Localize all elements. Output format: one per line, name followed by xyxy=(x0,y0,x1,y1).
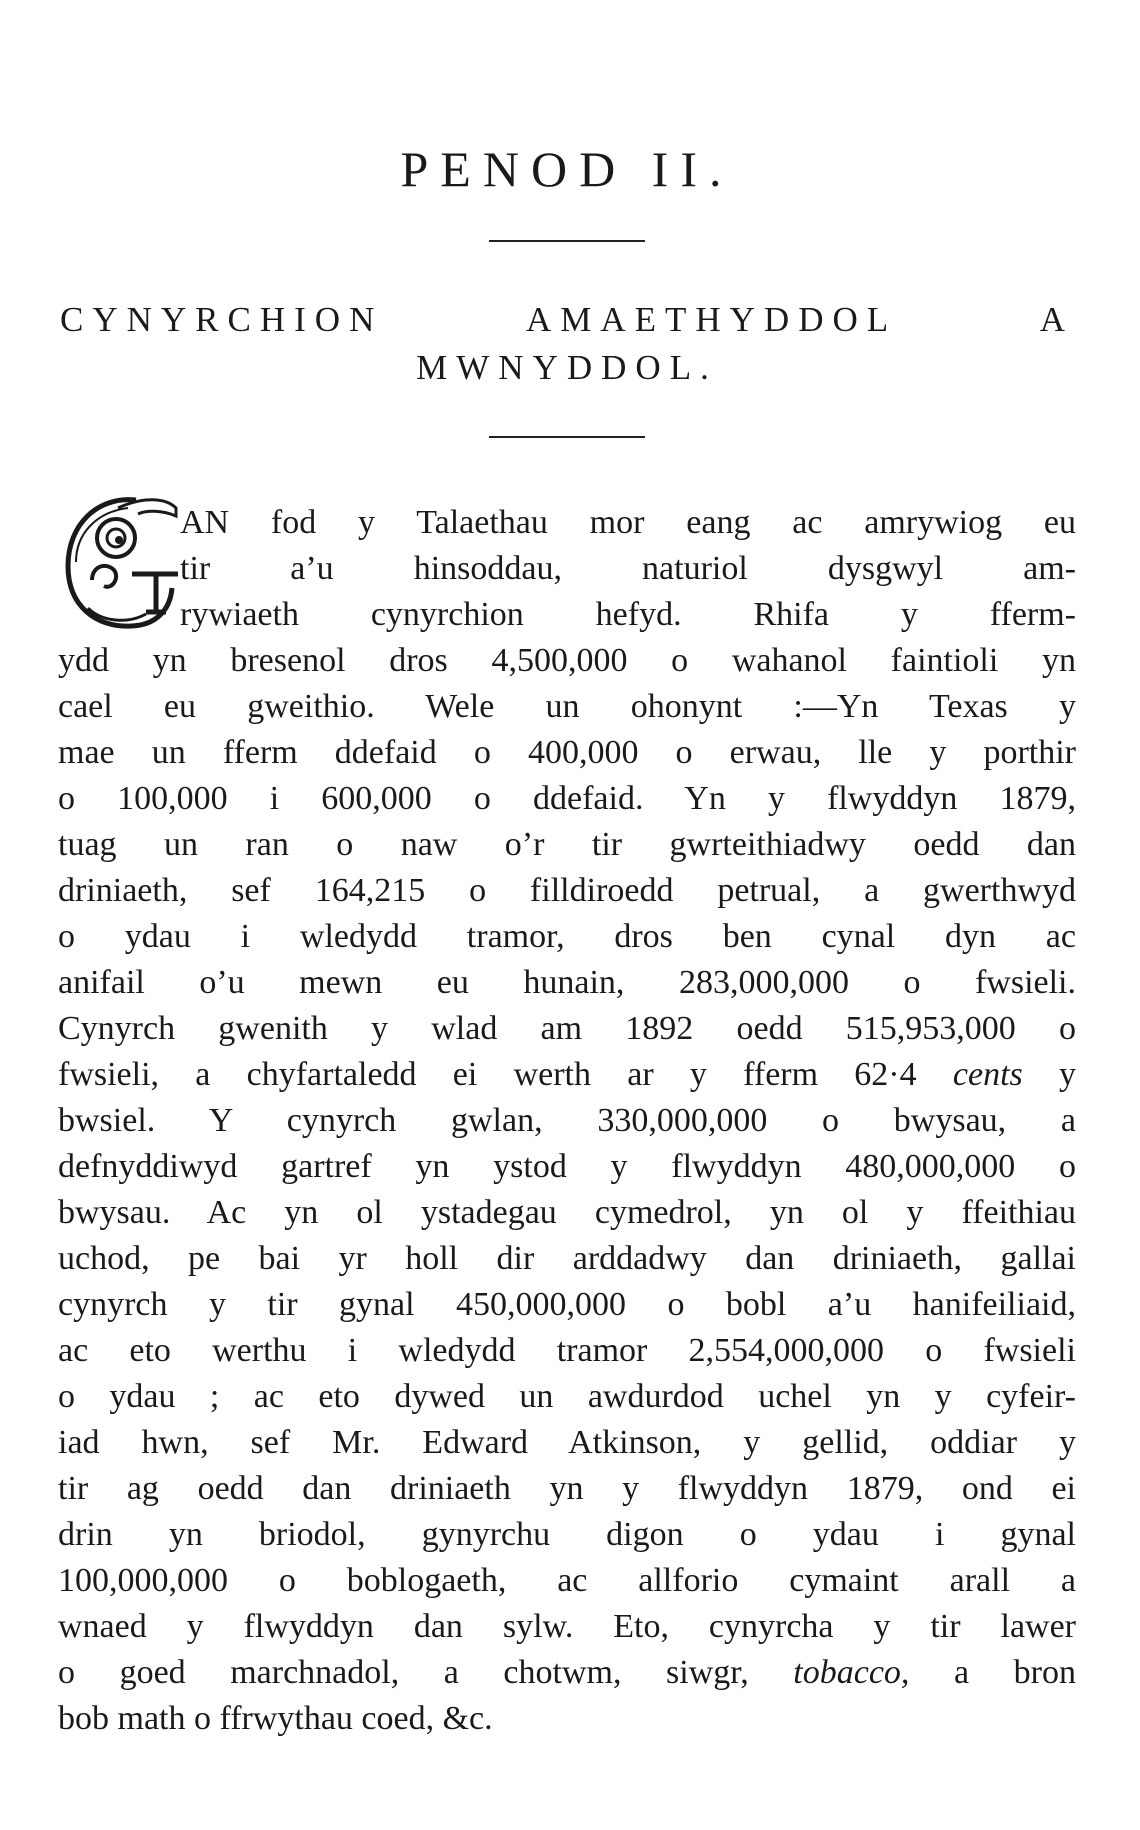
text-line: defnyddiwyd gartref yn ystod y flwyddyn 480,000,000 o xyxy=(58,1148,1076,1185)
divider-rule xyxy=(489,240,645,242)
divider-rule xyxy=(489,436,645,438)
text-line: ydd yn bresenol dros 4,500,000 o wahanol faintioli yn xyxy=(58,642,1076,679)
text-line: wnaed y flwyddyn dan sylw. Eto, cynyrcha y tir lawer xyxy=(58,1608,1076,1645)
text-segment: a bron xyxy=(909,1654,1076,1691)
subtitle-word: A xyxy=(1039,300,1074,339)
text-line: driniaeth, sef 164,215 o filldiroedd petrual, a gwerthwyd xyxy=(58,872,1076,909)
text-line: bob math o ffrwythau coed, &c. xyxy=(58,1700,493,1737)
text-segment: fwsieli, a chyfartaledd ei werth ar y fferm 62·4 xyxy=(58,1056,953,1093)
text-line: rywiaeth cynyrchion hefyd. Rhifa y fferm- xyxy=(180,596,1076,633)
text-line: iad hwn, sef Mr. Edward Atkinson, y gellid, oddiar y xyxy=(58,1424,1076,1461)
subtitle-word: CYNYRCHION xyxy=(60,300,384,339)
text-line: cynyrch y tir gynal 450,000,000 o bobl a’u hanifeiliaid, xyxy=(58,1286,1076,1323)
text-line: o 100,000 i 600,000 o ddefaid. Yn y flwyddyn 1879, xyxy=(58,780,1076,817)
text-line: cael eu gweithio. Wele un ohonynt :—Yn Texas y xyxy=(58,688,1076,725)
text-line: anifail o’u mewn eu hunain, 283,000,000 o fwsieli. xyxy=(58,964,1076,1001)
text-line: mae un fferm ddefaid o 400,000 o erwau, lle y porthir xyxy=(58,734,1076,771)
text-line-with-italic xyxy=(58,1052,1076,1098)
text-line: bwsiel. Y cynyrch gwlan, 330,000,000 o bwysau, a xyxy=(58,1102,1076,1139)
text-line: Cynyrch gwenith y wlad am 1892 oedd 515,953,000 o xyxy=(58,1010,1076,1047)
italic-word: cents xyxy=(952,1056,1023,1093)
text-segment: o goed marchnadol, a chotwm, siwgr, xyxy=(58,1654,794,1691)
body-text xyxy=(58,500,1076,1742)
text-line: tir ag oedd dan driniaeth yn y flwyddyn 1879, ond ei xyxy=(58,1470,1076,1507)
ornamental-initial-icon xyxy=(58,488,180,634)
text-segment: y xyxy=(1022,1056,1077,1093)
text-line: ac eto werthu i wledydd tramor 2,554,000,000 o fwsieli xyxy=(58,1332,1076,1369)
chapter-subtitle xyxy=(58,296,1076,392)
drop-cap-g xyxy=(58,488,180,634)
text-line: drin yn briodol, gynyrchu digon o ydau i gynal xyxy=(58,1516,1076,1553)
book-page xyxy=(58,0,1076,1830)
text-line: o ydau ; ac eto dywed un awdurdod uchel yn y cyfeir- xyxy=(58,1378,1076,1415)
text-line: o ydau i wledydd tramor, dros ben cynal dyn ac xyxy=(58,918,1076,955)
text-line: tuag un ran o naw o’r tir gwrteithiadwy oedd dan xyxy=(58,826,1076,863)
subtitle-line-2: MWNYDDOL. xyxy=(416,348,718,387)
chapter-title: PENOD II. xyxy=(400,141,734,197)
text-line-with-italic xyxy=(58,1650,1076,1696)
italic-word: tobacco, xyxy=(793,1654,910,1691)
subtitle-line-1 xyxy=(58,296,1076,344)
text-line: 100,000,000 o boblogaeth, ac allforio cymaint arall a xyxy=(58,1562,1076,1599)
text-line: bwysau. Ac yn ol ystadegau cymedrol, yn ol y ffeithiau xyxy=(58,1194,1076,1231)
text-line: uchod, pe bai yr holl dir arddadwy dan driniaeth, gallai xyxy=(58,1240,1076,1277)
text-line: tir a’u hinsoddau, naturiol dysgwyl am- xyxy=(180,550,1076,587)
text-line: AN fod y Talaethau mor eang ac amrywiog eu xyxy=(180,504,1076,541)
subtitle-word: AMAETHYDDOL xyxy=(525,300,898,339)
